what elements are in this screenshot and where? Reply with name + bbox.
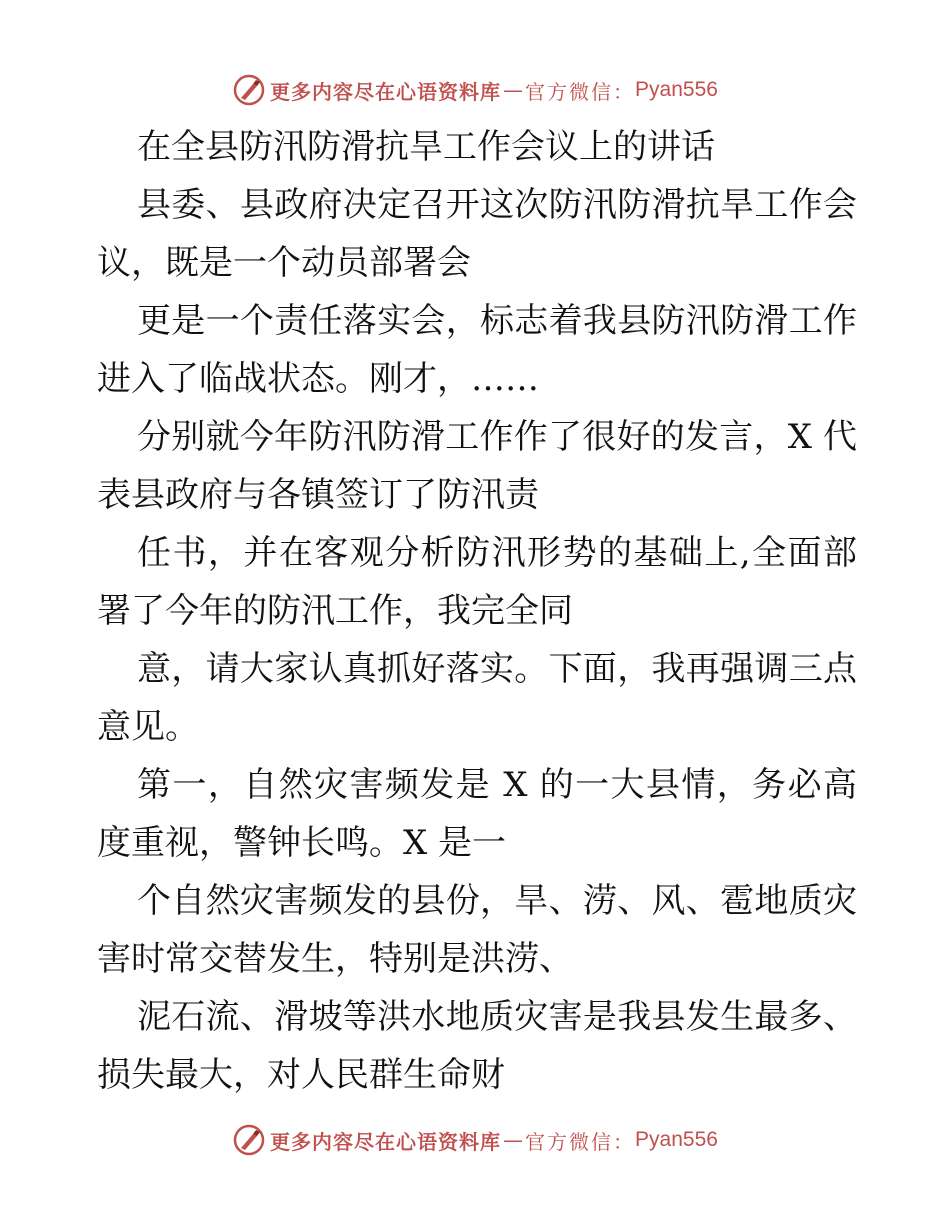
watermark-separator: —: [503, 78, 524, 102]
watermark-text: 更多内容尽在心语资料库: [270, 1129, 502, 1154]
pen-logo-icon: [232, 73, 266, 107]
watermark-label: 官方微信：: [525, 79, 636, 104]
paragraph: 第一，自然灾害频发是 X 的一大县情，务必高度重视，警钟长鸣。X 是一: [97, 765, 857, 863]
paragraph: 县委、县政府决定召开这次防汛防滑抗旱工作会议，既是一个动员部署会: [97, 185, 857, 283]
paragraph: 个自然灾害频发的县份，旱、涝、风、雹地质灾害时常交替发生，特别是洪涝、: [97, 881, 857, 979]
paragraph: 分别就今年防汛防滑工作作了很好的发言，X 代表县政府与各镇签订了防汛责: [97, 417, 857, 515]
watermark-label: 官方微信：: [525, 1129, 636, 1154]
footer-watermark: [0, 1120, 950, 1160]
header-watermark: [0, 70, 950, 110]
watermark-text: 更多内容尽在心语资料库: [270, 79, 502, 104]
paragraph: 泥石流、滑坡等洪水地质灾害是我县发生最多、损失最大，对人民群生命财: [97, 997, 857, 1095]
paragraph: 任书，并在客观分析防汛形势的基础上,全面部署了今年的防汛工作，我完全同: [97, 533, 857, 631]
document-body: [97, 118, 857, 1104]
paragraph: 更是一个责任落实会，标志着我县防汛防滑工作进入了临战状态。刚才，……: [97, 301, 857, 399]
pen-logo-icon: [232, 1123, 266, 1157]
document-title: 在全县防汛防滑抗旱工作会议上的讲话: [137, 127, 715, 167]
paragraph: 意，请大家认真抓好落实。下面，我再强调三点意见。: [97, 649, 857, 747]
watermark-wechat-id: Pyan556: [635, 1128, 718, 1151]
watermark-wechat-id: Pyan556: [635, 78, 718, 101]
watermark-separator: —: [503, 1128, 524, 1152]
